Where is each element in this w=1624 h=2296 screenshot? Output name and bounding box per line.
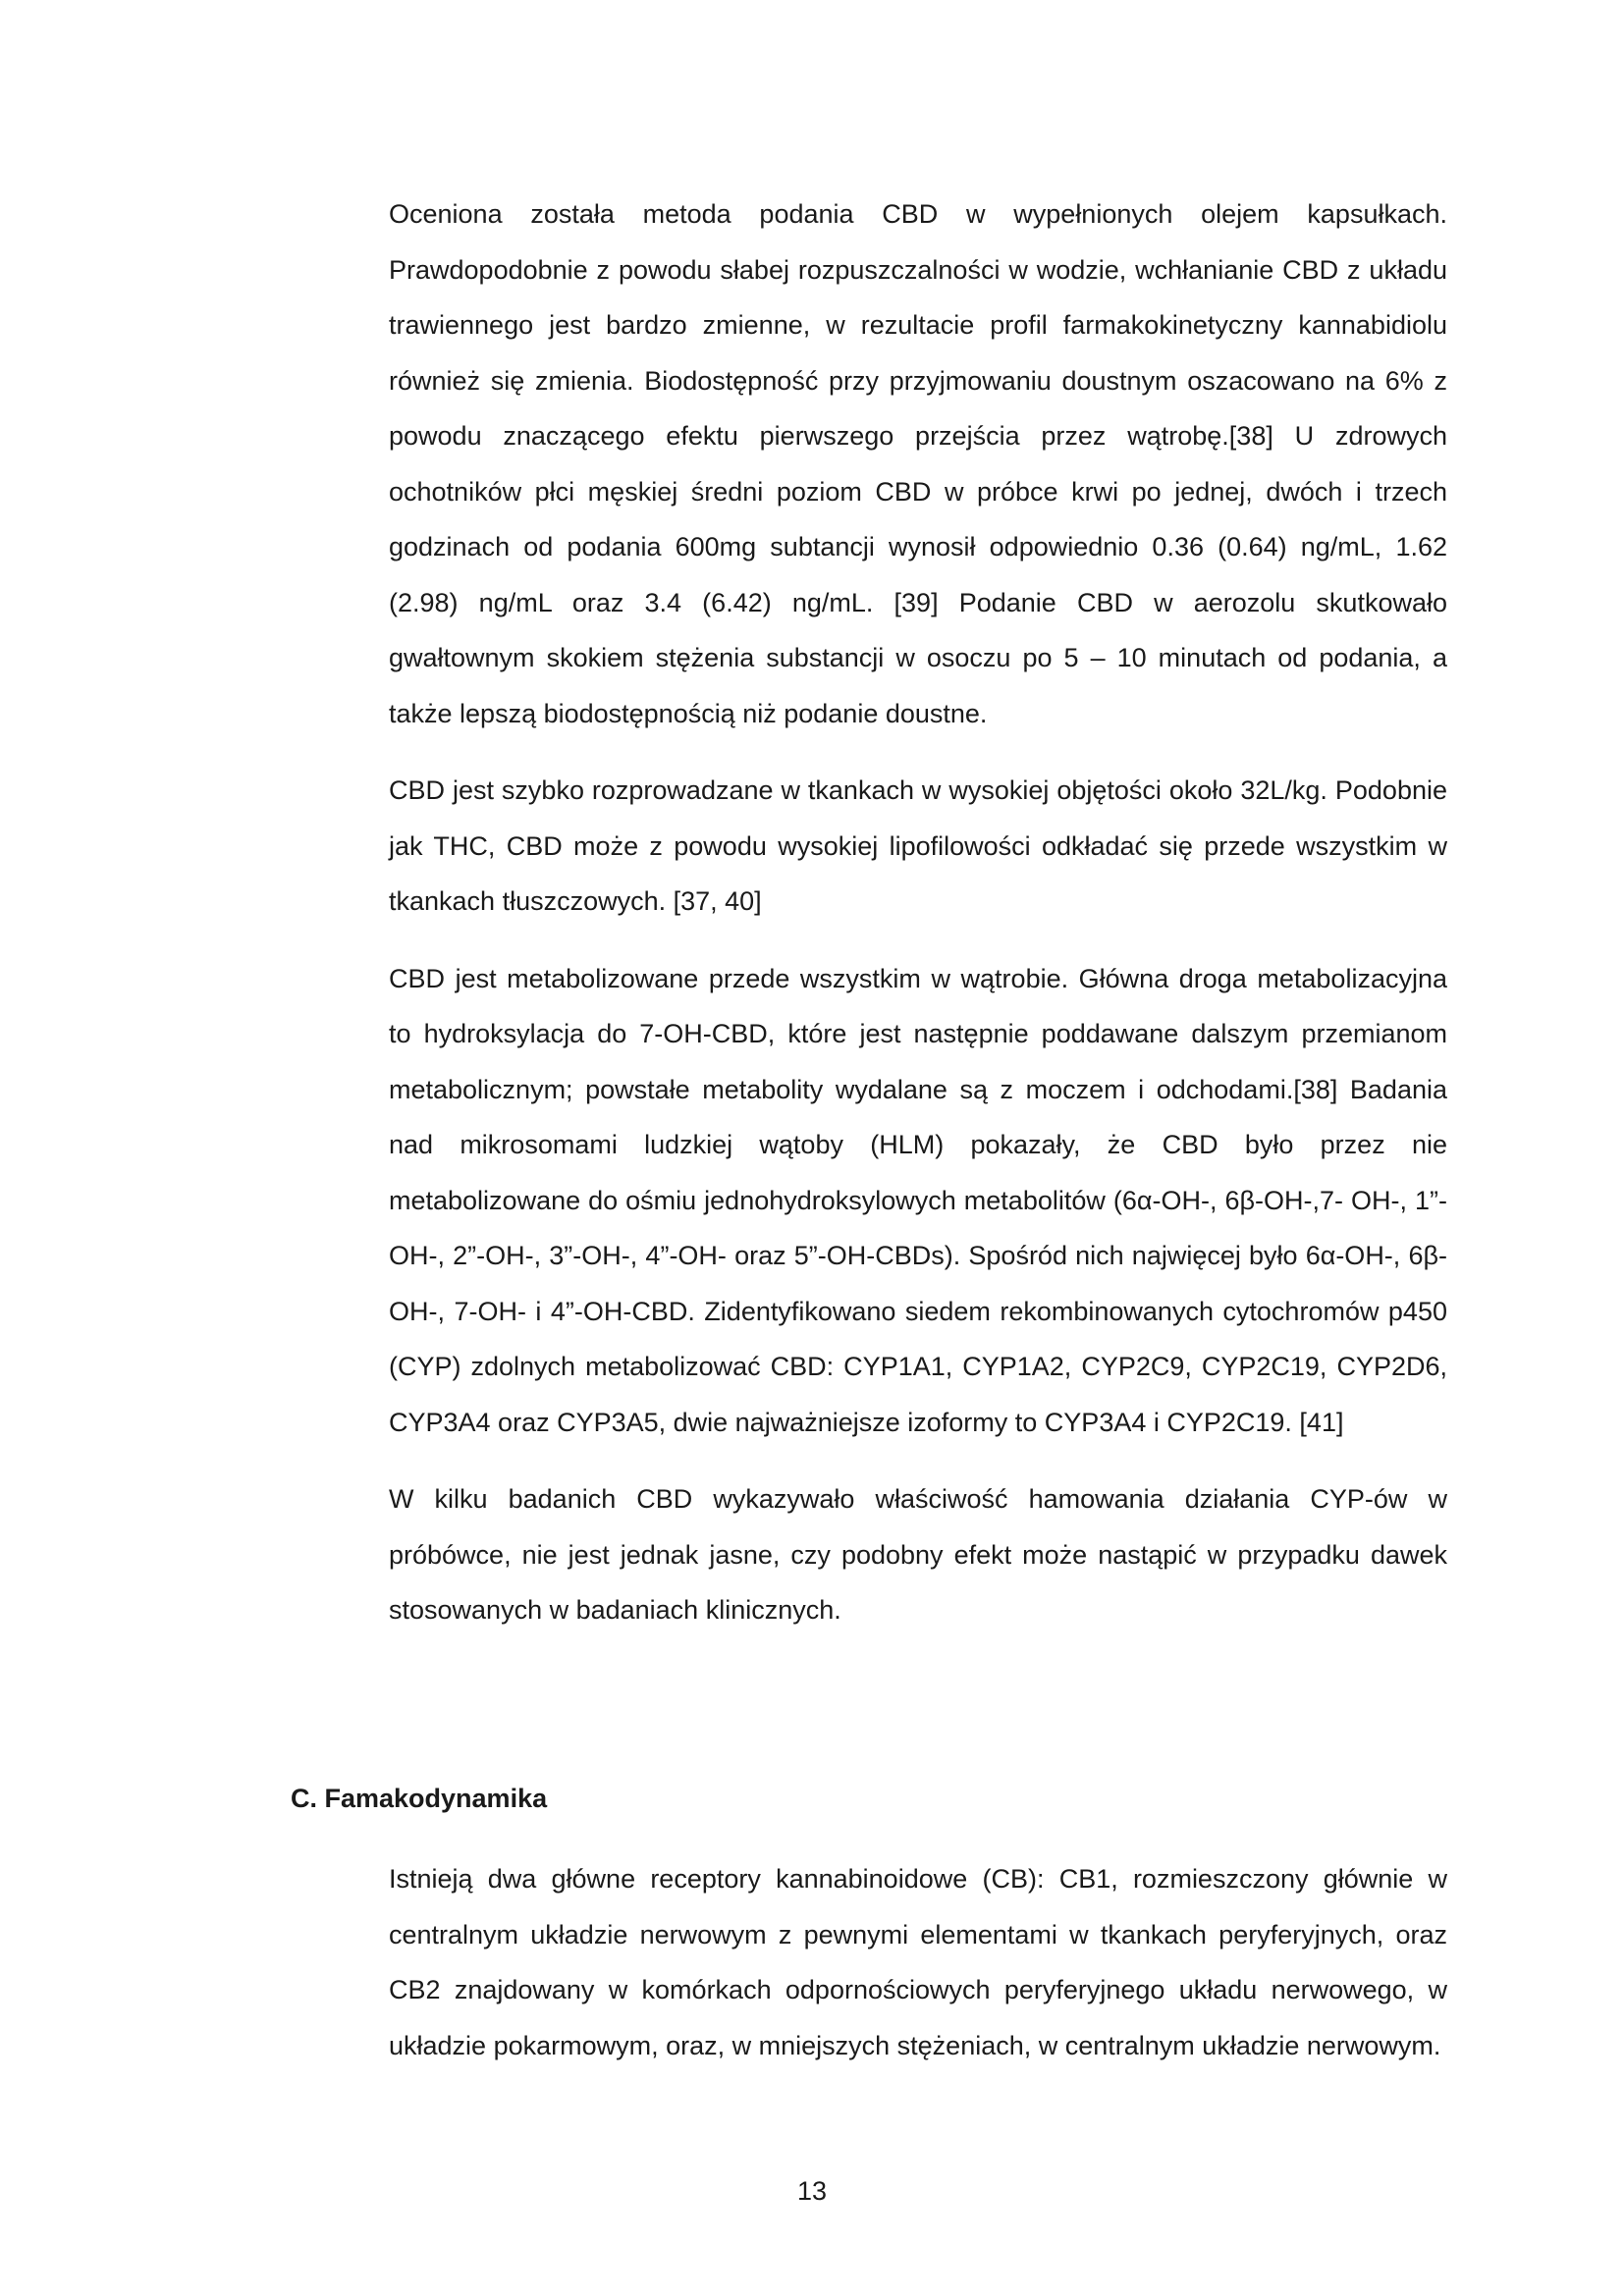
page-number: 13 (796, 2176, 828, 2206)
paragraph-pharmacokinetics-metabolism: CBD jest metabolizowane przede wszystkim w wątrobie. Główna droga metabolizacyjna to hydroksylacja do 7-OH-CBD, które jest następnie poddawane dalszym przemianom metabolicznym; powstałe metabolity wydalane są z moczem i odchodami.[38] Badania nad mikrosomami ludzkiej wątoby (HLM) pokazały, że CBD było przez nie metabolizowane do ośmiu jednohydroksylowych metabolitów (6α-OH-, 6β-OH-,7- OH-, 1”-OH-, 2”-OH-, 3”-OH-, 4”-OH- oraz 5”-OH-CBDs). Spośród nich najwięcej było 6α-OH-, 6β-OH-, 7-OH- i 4”-OH-CBD. Zidentyfikowano siedem rekombinowanych cytochromów p450 (CYP) zdolnych metabolizować CBD: CYP1A1, CYP1A2, CYP2C9, CYP2C19, CYP2D6, CYP3A4 oraz CYP3A5, dwie najważniejsze izoformy to CYP3A4 i CYP2C19. [41] (389, 963, 1447, 1437)
paragraph-pharmacokinetics-absorption: Oceniona została metoda podania CBD w wypełnionych olejem kapsułkach. Prawdopodobnie z powodu słabej rozpuszczalności w wodzie, wchłanianie CBD z układu trawiennego jest bardzo zmienne, w rezultacie profil farmakokinetyczny kannabidiolu również się zmienia. Biodostępność przy przyjmowaniu doustnym oszacowano na 6% z powodu znaczącego efektu pierwszego przejścia przez wątrobę.[38] U zdrowych ochotników płci męskiej średni poziom CBD w próbce krwi po jednej, dwóch i trzech godzinach od podania 600mg subtancji wynosił odpowiednio 0.36 (0.64) ng/mL, 1.62 (2.98) ng/mL oraz 3.4 (6.42) ng/mL. [39] Podanie CBD w aerozolu skutkowało gwałtownym skokiem stężenia substancji w osoczu po 5 – 10 minutach od podania, a także lepszą biodostępnością niż podanie doustne. (389, 199, 1447, 728)
body-text-section-b (389, 187, 1447, 1660)
body-text-section-c (389, 1851, 1447, 2095)
paragraph-pharmacokinetics-cyp-inhibition: W kilku badanich CBD wykazywało właściwość hamowania działania CYP-ów w próbówce, nie jest jednak jasne, czy podobny efekt może nastąpić w przypadku dawek stosowanych w badaniach klinicznych. (389, 1484, 1447, 1625)
section-heading-pharmacodynamics: C. Famakodynamika (291, 1784, 548, 1813)
paragraph-cannabinoid-receptors: Istnieją dwa główne receptory kannabinoidowe (CB): CB1, rozmieszczony głównie w centralnym układzie nerwowym z pewnymi elementami w tkankach peryferyjnych, oraz CB2 znajdowany w komórkach odpornościowych peryferyjnego układu nerwowego, w układzie pokarmowym, oraz, w mniejszych stężeniach, w centralnym układzie nerwowym. (389, 1864, 1447, 2060)
paragraph-pharmacokinetics-distribution: CBD jest szybko rozprowadzane w tkankach w wysokiej objętości około 32L/kg. Podobnie jak THC, CBD może z powodu wysokiej lipofilowości odkładać się przede wszystkim w tkankach tłuszczowych. [37, 40] (389, 775, 1447, 916)
